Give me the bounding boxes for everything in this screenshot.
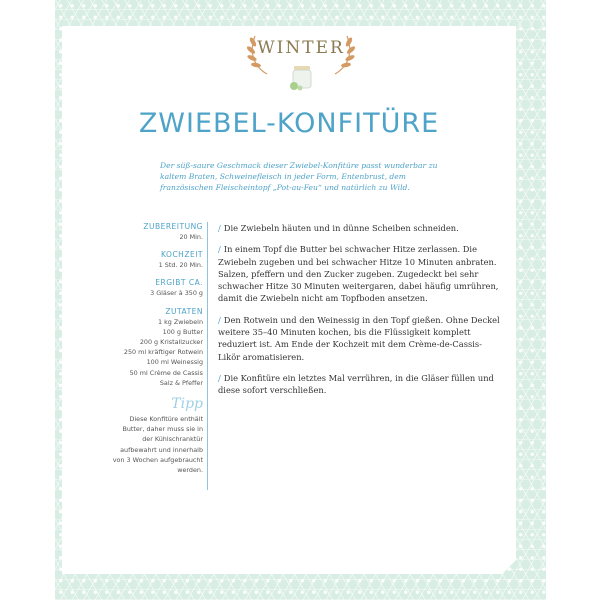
step-text: Den Rotwein und den Weinessig in den Topf gießen. Ohne Deckel weitere 35–40 Minuten kochen, bis die Flüssigkeit komplett reduziert ist. Am Ende der Kochzeit mit dem Crème-de-Cassis-Likör aromatisieren. <box>218 314 500 362</box>
yield-value: 3 Gläser à 350 g <box>150 289 203 298</box>
cook-time-value: 1 Std. 20 Min. <box>158 261 203 270</box>
recipe-step <box>218 222 504 234</box>
recipe-intro: Der süß-saure Geschmack dieser Zwiebel-Konfitüre passt wunderbar zu kaltem Braten, Schweinefleisch in jeder Form, Entenbrust, dem französischen Fleischeintopf „Pot-au-Feu“ und natürlich zu Wild. <box>160 160 438 192</box>
ingredients-heading: ZUTATEN <box>165 306 203 316</box>
recipe-step <box>218 372 504 397</box>
yield-block <box>110 278 203 298</box>
step-text: In einem Topf die Butter bei schwacher Hitze zerlassen. Die Zwiebeln zugeben und bei schwacher Hitze 10 Minuten anbraten. Salzen, pfeffern und den Zucker zugeben. Zugedeckt bei sehr schwacher Hitze 30 Minuten weitergaren, dabei häufig umrühren, damit die Zwiebeln nicht am Topfboden ansetzen. <box>218 244 499 304</box>
step-text: Die Konfitüre ein letztes Mal verrühren, in die Gläser füllen und diese sofort verschließen. <box>218 372 494 396</box>
ingredient-item: 250 ml kräftiger Rotwein <box>123 348 203 357</box>
ingredient-item: 100 ml Weinessig <box>146 358 203 367</box>
tip-text: Diese Konfitüre enthält Butter, daher muss sie in der Kühlschranktür aufbewahrt und innerhalb von 3 Wochen aufgebraucht werden. <box>112 415 203 475</box>
prep-time-value: 20 Min. <box>179 233 203 241</box>
ingredient-item: 1 kg Zwiebeln <box>157 317 203 326</box>
tip-block <box>110 396 203 475</box>
season-label: WINTER <box>257 38 345 58</box>
ingredients-block <box>110 307 203 388</box>
recipe-title: ZWIEBEL-KONFITÜRE <box>138 108 440 139</box>
column-divider <box>207 222 208 490</box>
prep-time-block <box>110 222 203 242</box>
cook-time-heading: KOCHZEIT <box>161 250 203 260</box>
yield-heading: ERGIBT CA. <box>155 278 203 288</box>
step-marker-icon: / <box>218 244 221 255</box>
step-marker-icon: / <box>218 372 221 383</box>
ingredient-item: 100 g Butter <box>162 327 203 336</box>
jam-jar-icon <box>289 64 315 92</box>
step-text: Die Zwiebeln häuten und in dünne Scheiben schneiden. <box>223 223 459 233</box>
ingredient-item: 200 g Kristallzucker <box>139 338 203 347</box>
step-marker-icon: / <box>218 223 221 233</box>
recipe-step <box>218 314 504 363</box>
tip-heading: Tipp <box>171 396 203 413</box>
prep-time-heading: ZUBEREITUNG <box>143 222 203 231</box>
recipe-steps <box>218 222 504 406</box>
ingredient-item: 50 ml Crème de Cassis <box>129 368 203 377</box>
ingredient-item: Salz & Pfeffer <box>159 378 203 387</box>
recipe-step <box>218 243 504 304</box>
recipe-sidebar <box>110 222 203 483</box>
season-badge <box>241 30 361 96</box>
step-marker-icon: / <box>218 314 221 325</box>
cook-time-block <box>110 250 203 270</box>
